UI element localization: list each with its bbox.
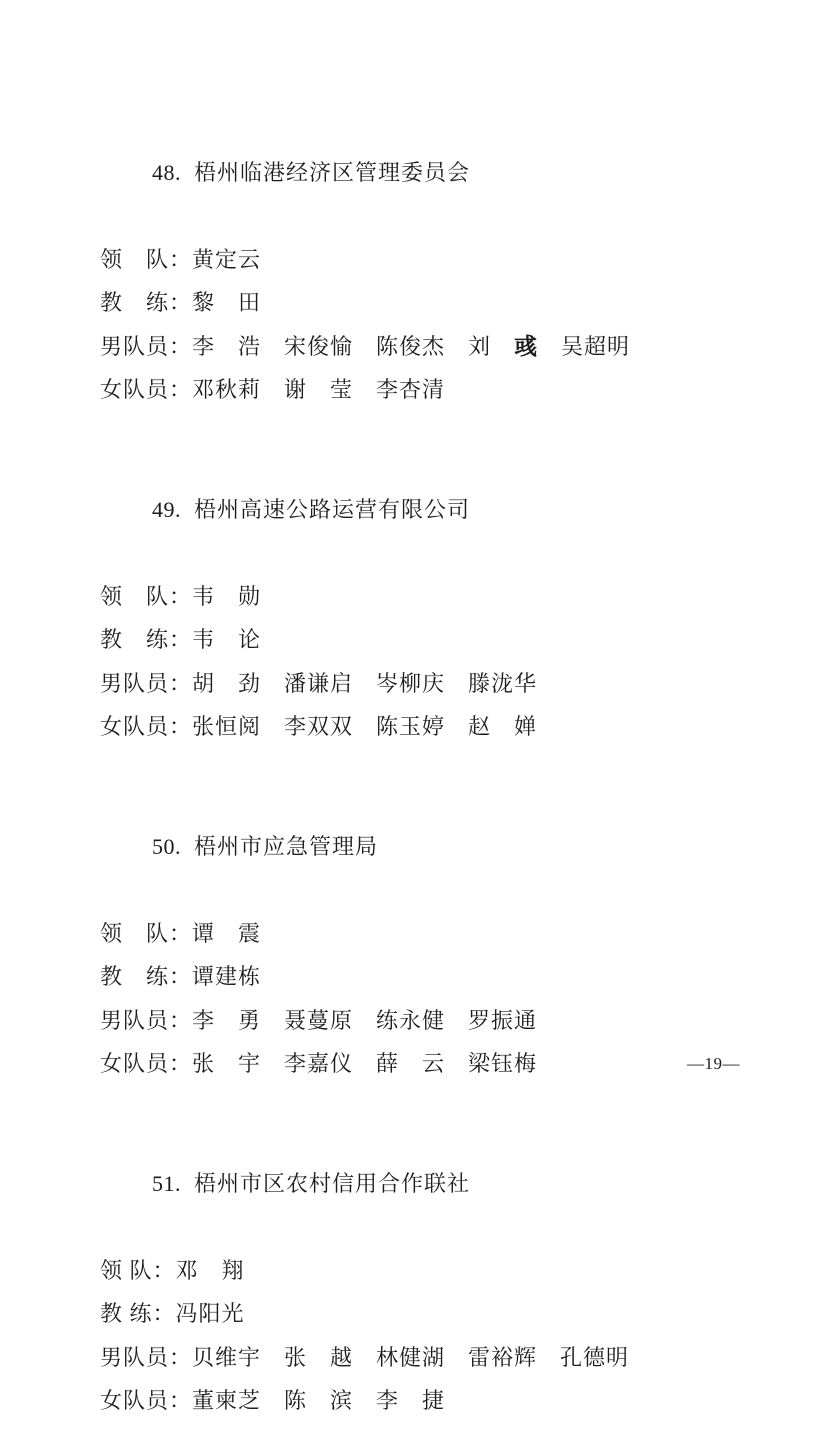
row-label: 领 队： [100, 246, 193, 272]
team-title [100, 444, 766, 575]
document-content [100, 107, 766, 1455]
row-label: 男队员： [100, 670, 193, 696]
team-section-48 [100, 107, 766, 412]
row-value: 张 宇 李嘉仪 薛 云 梁钰梅 [192, 1051, 538, 1076]
roster-row-leader [100, 912, 766, 956]
roster-row-coach [100, 1292, 766, 1336]
row-label: 教 练： [100, 1301, 176, 1326]
team-number: 49. [152, 496, 181, 522]
row-label: 教 练： [100, 627, 193, 652]
row-label: 男队员： [100, 333, 193, 359]
team-title [100, 107, 766, 238]
team-section-49 [100, 444, 766, 749]
team-section-51 [100, 1118, 766, 1423]
row-value: 韦 勋 [192, 583, 262, 609]
row-value-after: 吴超明 [538, 333, 631, 359]
row-label: 教 练： [100, 964, 193, 989]
row-label: 教 练： [100, 290, 193, 315]
row-value: 谭 震 [192, 920, 262, 946]
team-number: 51. [152, 1170, 181, 1196]
row-value: 冯阳光 [175, 1301, 245, 1326]
roster-row-women [100, 1042, 766, 1086]
team-title [100, 1118, 766, 1249]
row-label: 男队员： [100, 1007, 193, 1033]
row-value: 李 勇 聂蔓原 练永健 罗振通 [192, 1007, 538, 1033]
row-label: 女队员： [100, 377, 193, 402]
roster-row-women [100, 368, 766, 412]
row-value: 谭建栋 [192, 964, 262, 989]
row-label: 男队员： [100, 1344, 193, 1370]
roster-row-men [100, 999, 766, 1043]
roster-row-coach [100, 955, 766, 999]
roster-row-leader [100, 238, 766, 282]
row-label: 女队员： [100, 714, 193, 739]
roster-row-leader [100, 575, 766, 619]
row-label: 女队员： [100, 1051, 193, 1076]
roster-row-women [100, 705, 766, 749]
team-title [100, 781, 766, 912]
roster-row-men [100, 1336, 766, 1380]
roster-row-men [100, 325, 766, 369]
row-value: 贝维宇 张 越 林健湖 雷裕辉 孔德明 [192, 1344, 630, 1370]
roster-row-men [100, 662, 766, 706]
team-name: 梧州市应急管理局 [194, 833, 379, 859]
team-name: 梧州市区农村信用合作联社 [194, 1170, 471, 1196]
row-value-bold: 彧 [514, 333, 539, 359]
row-value: 黄定云 [192, 246, 262, 272]
row-value: 董柬芝 陈 滨 李 捷 [192, 1388, 446, 1413]
row-label: 领 队： [100, 920, 193, 946]
row-label: 女队员： [100, 1388, 193, 1413]
page-number: —19— [687, 1054, 740, 1073]
team-number: 48. [152, 159, 181, 185]
row-value: 胡 劲 潘谦启 岑柳庆 滕泷华 [192, 670, 538, 696]
row-label: 领 队： [100, 583, 193, 609]
row-value: 黎 田 [192, 290, 262, 315]
row-label: 领 队： [100, 1257, 176, 1283]
roster-row-coach [100, 618, 766, 662]
roster-row-coach [100, 281, 766, 325]
row-value: 李 浩 宋俊愉 陈俊杰 刘 [192, 333, 515, 359]
team-name: 梧州临港经济区管理委员会 [194, 159, 471, 185]
team-section-50 [100, 781, 766, 1086]
row-value: 韦 论 [192, 627, 262, 652]
row-value: 邓 翔 [175, 1257, 245, 1283]
roster-row-women [100, 1379, 766, 1423]
row-value: 邓秋莉 谢 莹 李杏清 [192, 377, 446, 402]
team-name: 梧州高速公路运营有限公司 [194, 496, 471, 522]
roster-row-leader [100, 1249, 766, 1293]
team-number: 50. [152, 833, 181, 859]
row-value: 张恒阅 李双双 陈玉婷 赵 婵 [192, 714, 538, 739]
